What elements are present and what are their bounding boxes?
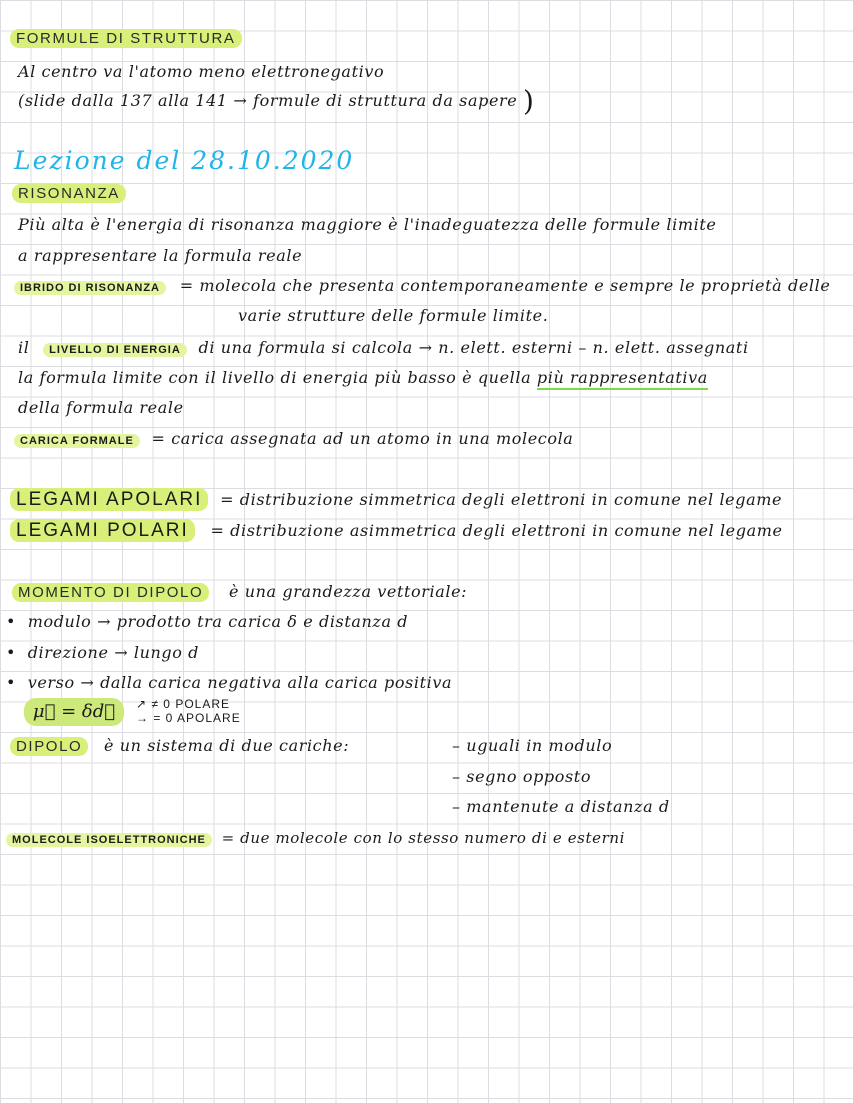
isoelettroniche-term: MOLECOLE ISOELETTRONICHE [6,833,212,847]
formula-reale-text: della formula reale [18,398,184,417]
formula-reale-row [18,398,184,418]
lesson-heading [14,146,354,179]
polari-def: = distribuzione asimmetrica degli elettroni in comune nel legame [210,521,783,540]
momento-term: MOMENTO DI DIPOLO [12,583,209,602]
dipole-formula-text: μ⃗ = δd⃗ [32,701,116,722]
dipolo-row [10,736,349,757]
formule-title: FORMULE DI STRUTTURA [10,29,242,48]
formula-limite-row [18,368,708,388]
arrow-polare: ↗ ≠ 0 POLARE [136,697,231,711]
livello-term: LIVELLO DI ENERGIA [43,343,187,357]
carica-term: CARICA FORMALE [14,434,140,448]
bullet-verso: verso → dalla carica negativa alla carica positiva [27,673,453,692]
dipolo-item-3-row [452,797,670,817]
dipolo-item-3: – mantenute a distanza d [452,797,670,816]
slide-paren: ) [523,84,535,118]
isoelettroniche-row [6,828,625,850]
ibrido-term: IBRIDO DI RISONANZA [14,281,166,295]
arrow-apolare: → = 0 APOLARE [136,711,241,725]
dipole-formula [24,698,124,726]
momento-row [12,582,467,603]
risonanza-title: RISONANZA [12,184,126,203]
apolari-def: = distribuzione simmetrica degli elettroni in comune nel legame [220,490,783,509]
livello-post: di una formula si calcola → n. elett. esterni – n. elett. assegnati [198,338,749,357]
polari-row [10,521,783,541]
ibrido-def-1: = molecola che presenta contemporaneamente e sempre le proprietà delle [179,276,831,295]
bullet-dot: • [6,612,17,631]
carica-def: = carica assegnata ad un atomo in una molecola [151,429,574,448]
lesson-title: Lezione del 28.10.2020 [14,146,355,175]
text-piu-alta-2 [18,246,302,266]
text-piu-alta-1 [18,215,716,235]
dipolo-item-1: – uguali in modulo [452,736,613,755]
dipolo-item-2-row [452,767,591,787]
bullet-direzione-row [6,643,199,663]
livello-pre: il [18,338,30,357]
polarity-arrows [136,697,241,725]
bullet-dot: • [6,673,17,692]
text-centro [18,62,384,82]
momento-def: è una grandezza vettoriale: [228,582,468,601]
carica-row [14,429,573,451]
livello-row [18,338,749,360]
ibrido-row-2 [238,306,548,326]
dipolo-item-1-row [452,736,612,756]
ibrido-def-2: varie strutture delle formule limite. [238,306,549,325]
piu-alta-text-1: Più alta è l'energia di risonanza maggiore è l'inadeguatezza delle formule limite [18,215,717,234]
bullet-modulo: modulo → prodotto tra carica δ e distanza d [27,612,409,631]
bullet-dot: • [6,643,17,662]
formula-limite-pre: la formula limite con il livello di energia più basso è quella [18,368,532,387]
dipolo-def: è un sistema di due cariche: [103,736,350,755]
piu-alta-text-2: a rappresentare la formula reale [18,246,303,265]
slide-text: (slide dalla 137 alla 141 → formule di struttura da sapere [18,91,518,110]
dipolo-item-2: – segno opposto [452,767,592,786]
bullet-modulo-row [6,612,408,632]
centro-text: Al centro va l'atomo meno elettronegativo [18,62,385,81]
ibrido-row [14,276,830,298]
formula-limite-emph: più rappresentativa [537,368,708,390]
apolari-row [10,490,782,510]
bullet-verso-row [6,673,452,693]
section-formule-di-struttura [10,28,242,49]
apolari-term: LEGAMI APOLARI [10,488,208,511]
dipolo-term: DIPOLO [10,737,88,756]
polari-term: LEGAMI POLARI [10,519,195,542]
isoelettroniche-def: = due molecole con lo stesso numero di e esterni [221,829,626,847]
section-risonanza [12,183,126,204]
bullet-direzione: direzione → lungo d [27,643,200,662]
text-slide [18,84,535,118]
